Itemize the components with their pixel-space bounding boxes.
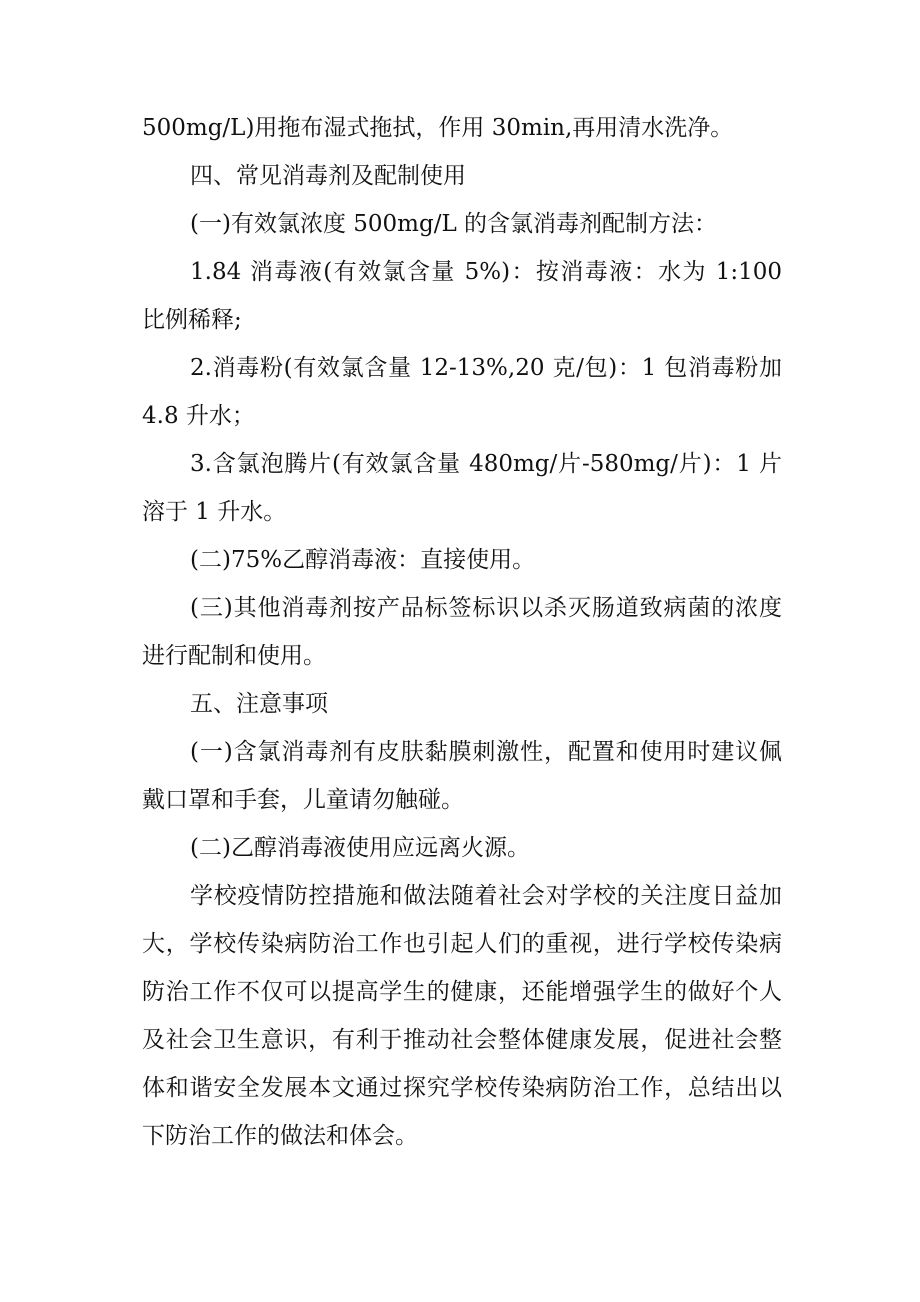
section-heading-5: 五、注意事项 (190, 691, 328, 717)
paragraph-1: 500mg/L)用拖布湿式拖拭，作用 30min,再用清水洗净。 (142, 115, 734, 141)
paragraph-12: 学校疫情防控措施和做法随着社会对学校的关注度日益加大，学校传染病防治工作也引起人们的重视，进行学校传染病防治工作不仅可以提高学生的健康，还能增强学生的做好个人及社会卫生意识，有利于推动社会整体健康发展，促进社会整体和谐安全发展本文通过探究学校传染病防治工作，总结出以下防治工作的做法和体会。 (142, 883, 782, 1149)
document-page (142, 104, 782, 1160)
section-heading-4: 四、常见消毒剂及配制使用 (190, 163, 466, 189)
paragraph-5: 2.消毒粉(有效氯含量 12-13%,20 克/包)：1 包消毒粉加 4.8 升水； (142, 355, 782, 429)
paragraph-7: (二)75%乙醇消毒液：直接使用。 (190, 547, 536, 573)
paragraph-8: (三)其他消毒剂按产品标签标识以杀灭肠道致病菌的浓度进行配制和使用。 (142, 595, 782, 669)
paragraph-4: 1.84 消毒液(有效氯含量 5%)：按消毒液：水为 1:100 比例稀释; (142, 259, 782, 333)
paragraph-10: (一)含氯消毒剂有皮肤黏膜刺激性，配置和使用时建议佩戴口罩和手套，儿童请勿触碰。 (142, 739, 782, 813)
paragraph-3: (一)有效氯浓度 500mg/L 的含氯消毒剂配制方法： (190, 211, 718, 237)
paragraph-11: (二)乙醇消毒液使用应远离火源。 (190, 835, 530, 861)
paragraph-6: 3.含氯泡腾片(有效氯含量 480mg/片-580mg/片)：1 片溶于 1 升水。 (142, 451, 782, 525)
